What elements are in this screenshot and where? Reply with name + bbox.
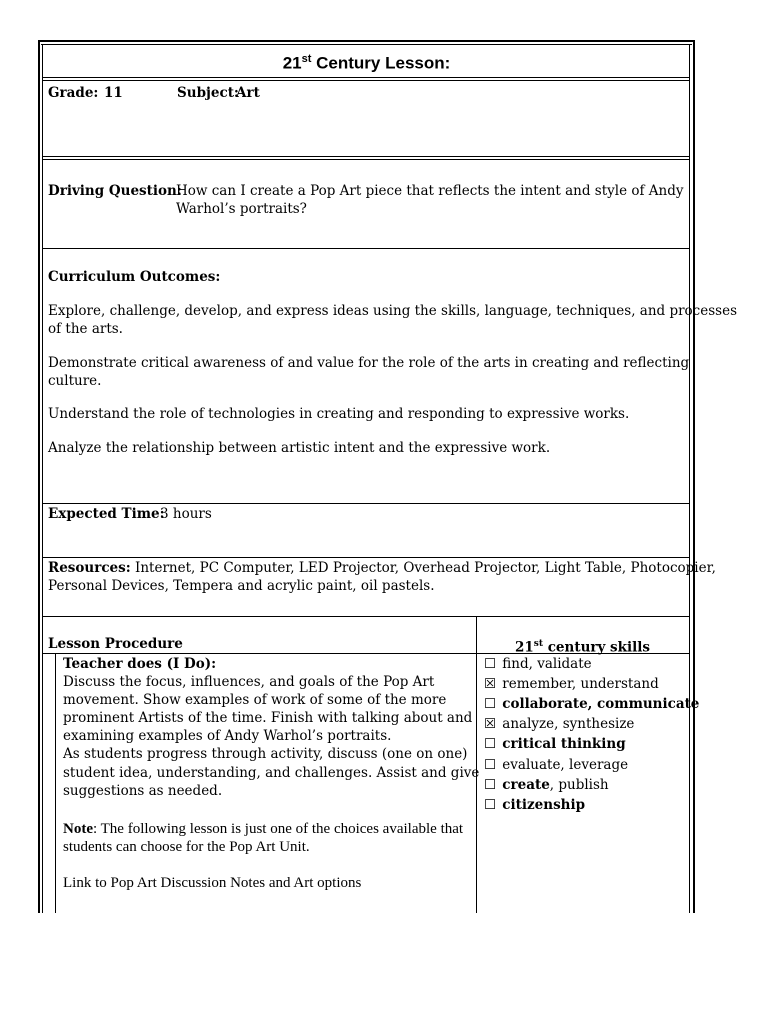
procedure-line: suggestions as needed. bbox=[63, 783, 223, 799]
outcome-2-line2: culture. bbox=[48, 373, 102, 389]
procedure-line: prominent Artists of the time. Finish with talking about and bbox=[63, 710, 473, 726]
skill-label: citizenship bbox=[502, 797, 586, 813]
checkbox-icon[interactable]: ☐ bbox=[484, 777, 497, 793]
checkbox-icon[interactable]: ☐ bbox=[484, 696, 497, 712]
driving-question-line1: How can I create a Pop Art piece that reflects the intent and style of Andy bbox=[176, 183, 684, 199]
time-row-bottom bbox=[42, 557, 690, 558]
expected-time-value: 3 hours bbox=[160, 506, 212, 522]
skill-label: remember, understand bbox=[502, 676, 659, 692]
outcome-2-line1: Demonstrate critical awareness of and value for the role of the arts in creating and reflecting bbox=[48, 355, 690, 371]
outcomes-row-bottom bbox=[42, 503, 690, 504]
outer-border-right bbox=[693, 40, 695, 913]
outcome-4: Analyze the relationship between artistic intent and the expressive work. bbox=[48, 440, 551, 456]
outcome-1-line2: of the arts. bbox=[48, 321, 123, 337]
outer-border-right-inner bbox=[689, 44, 690, 913]
teacher-does-label: Teacher does (I Do): bbox=[63, 656, 217, 672]
outcome-1-line1: Explore, challenge, develop, and express ideas using the skills, language, techniques, and processes bbox=[48, 303, 738, 319]
checkbox-icon[interactable]: ☐ bbox=[484, 757, 497, 773]
subject-label: Subject: bbox=[177, 85, 239, 101]
skills-heading: 21st century skills bbox=[514, 639, 650, 656]
skill-label: critical thinking bbox=[502, 736, 626, 752]
resources-label: Resources: bbox=[48, 560, 131, 576]
skill-label-bold: create bbox=[502, 777, 550, 793]
grade-label: Grade: bbox=[48, 85, 99, 101]
note-line1 bbox=[63, 820, 463, 838]
title-row-bottom bbox=[42, 77, 690, 78]
checkbox-icon[interactable]: ☐ bbox=[484, 797, 497, 813]
title-row-bottom2 bbox=[42, 80, 690, 81]
checkbox-icon[interactable]: ☐ bbox=[484, 656, 497, 672]
pop-art-discussion-link[interactable]: Link to Pop Art Discussion Notes and Art options bbox=[63, 875, 362, 891]
outcome-3: Understand the role of technologies in creating and responding to expressive works. bbox=[48, 406, 630, 422]
resources-line1 bbox=[48, 559, 716, 577]
outer-border-top bbox=[38, 40, 695, 42]
skill-item-remember[interactable] bbox=[484, 675, 659, 693]
skill-item-collaborate[interactable] bbox=[484, 695, 699, 713]
skill-label: analyze, synthesize bbox=[502, 716, 635, 732]
resources-text-1: Internet, PC Computer, LED Projector, Overhead Projector, Light Table, Photocopier, bbox=[135, 560, 716, 576]
procedure-line: examining examples of Andy Warhol’s portraits. bbox=[63, 728, 392, 744]
skill-label: , publish bbox=[549, 777, 609, 793]
note-label: Note bbox=[63, 821, 93, 837]
note-text: : The following lesson is just one of the choices available that bbox=[93, 821, 464, 837]
procedure-line: movement. Show examples of work of some of the more bbox=[63, 692, 447, 708]
skill-item-find[interactable] bbox=[484, 655, 592, 673]
page-title: 21st Century Lesson: bbox=[282, 53, 451, 73]
checkbox-icon[interactable]: ☒ bbox=[484, 676, 497, 692]
procedure-line: Discuss the focus, influences, and goals of the Pop Art bbox=[63, 674, 435, 690]
checkbox-icon[interactable]: ☒ bbox=[484, 716, 497, 732]
skill-item-critical-thinking[interactable] bbox=[484, 735, 626, 753]
procedure-line: As students progress through activity, discuss (one on one) bbox=[63, 746, 468, 762]
resources-line2: Personal Devices, Tempera and acrylic paint, oil pastels. bbox=[48, 578, 435, 594]
outer-border-left bbox=[38, 40, 40, 913]
driving-question-line2: Warhol’s portraits? bbox=[176, 201, 307, 217]
procedure-inner-left bbox=[55, 653, 56, 913]
skill-item-analyze[interactable] bbox=[484, 715, 634, 733]
grade-value: 11 bbox=[104, 85, 123, 101]
skill-label: find, validate bbox=[502, 656, 592, 672]
grade-row-bottom2 bbox=[42, 159, 690, 160]
procedure-line: student idea, understanding, and challenges. Assist and give bbox=[63, 765, 480, 781]
expected-time-label: Expected Time: bbox=[48, 506, 165, 522]
lesson-procedure-heading: Lesson Procedure bbox=[48, 636, 183, 652]
skill-item-create[interactable] bbox=[484, 776, 609, 794]
driving-question-label: Driving Question: bbox=[48, 183, 182, 199]
skill-item-citizenship[interactable] bbox=[484, 796, 585, 814]
outer-border-left-inner bbox=[42, 44, 43, 913]
driving-row-bottom bbox=[42, 248, 690, 249]
skill-label: evaluate, leverage bbox=[502, 757, 629, 773]
outer-border-top-inner bbox=[41, 44, 692, 45]
resources-row-bottom bbox=[42, 616, 690, 617]
skill-label: collaborate, communicate bbox=[502, 696, 700, 712]
curriculum-outcomes-label: Curriculum Outcomes: bbox=[48, 269, 221, 285]
subject-value: Art bbox=[236, 85, 260, 101]
checkbox-icon[interactable]: ☐ bbox=[484, 736, 497, 752]
note-line2: students can choose for the Pop Art Unit. bbox=[63, 839, 310, 855]
skill-item-evaluate[interactable] bbox=[484, 756, 628, 774]
grade-row-bottom bbox=[42, 156, 690, 157]
